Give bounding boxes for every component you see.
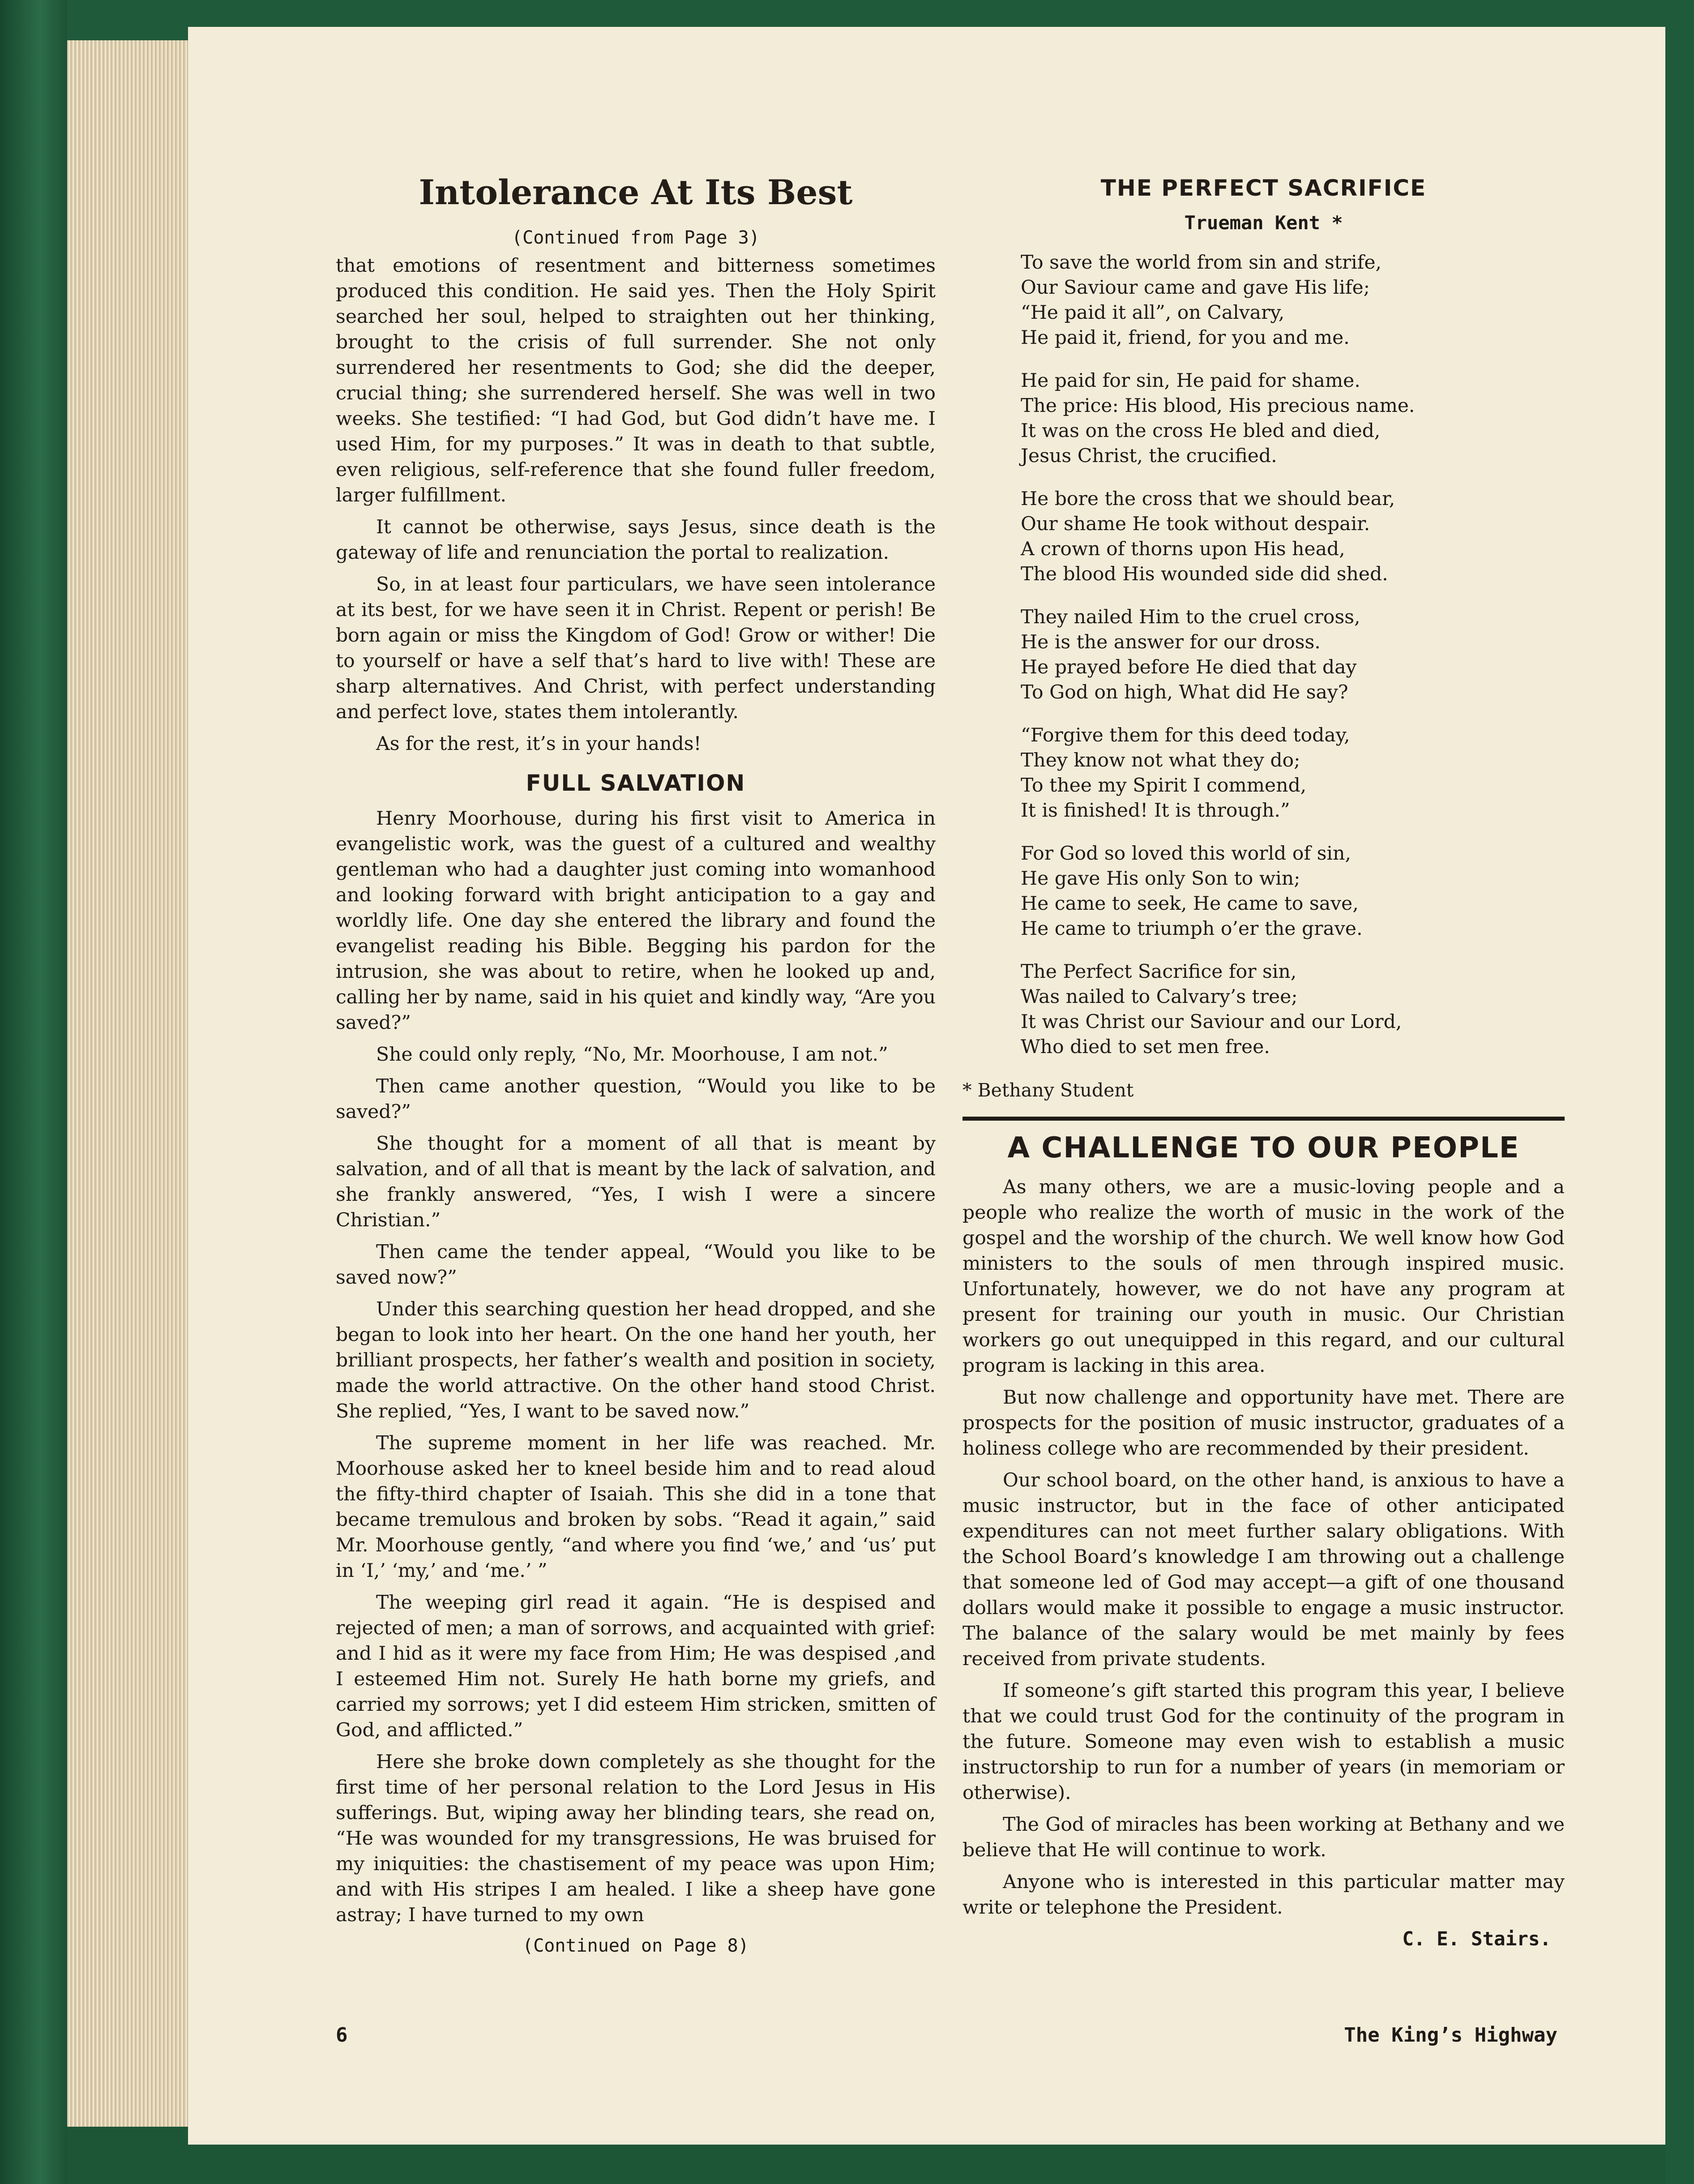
- poem-line: For God so loved this world of sin,: [1021, 843, 1351, 865]
- paragraph: The supreme moment in her life was reached. Mr. Moorhouse asked her to kneel beside him and to read aloud the fifty-third chapter of Isaiah. This she did in a tone that became tremulous and broken by sobs. “Read it again,” said Mr. Moorhouse gently, “and where you find ‘we,’ and ‘us’ put in ‘I,’ ‘my,’ and ‘me.’ ”: [336, 1432, 936, 1582]
- paragraph: It cannot be otherwise, says Jesus, since death is the gateway of life and renunciation the portal to realization.: [336, 516, 936, 564]
- stanza: [1021, 959, 1565, 1060]
- poem-line: A crown of thorns upon His head,: [1021, 538, 1345, 560]
- poem-line: They know not what they do;: [1021, 749, 1300, 771]
- left-column: [336, 172, 936, 1961]
- section-title: FULL SALVATION: [526, 770, 746, 796]
- stanza: [1021, 605, 1565, 705]
- paragraph: As for the rest, it’s in your hands!: [376, 733, 702, 755]
- poem-line: Who died to set men free.: [1021, 1036, 1270, 1058]
- poem-line: “He paid it all”, on Calvary,: [1021, 302, 1285, 324]
- stanza: [1021, 368, 1565, 469]
- poem-line: Was nailed to Calvary’s tree;: [1021, 986, 1298, 1008]
- poem-line: He paid for sin, He paid for shame.: [1021, 370, 1360, 392]
- poem-line: It was on the cross He bled and died,: [1021, 420, 1381, 442]
- poem-author: Trueman Kent *: [1184, 212, 1343, 234]
- paragraph: But now challenge and opportunity have met. There are prospects for the position of music instructor, graduates of a holiness college who are recommended by their president.: [962, 1387, 1565, 1460]
- poem: [962, 250, 1565, 1060]
- page-edges: [67, 40, 188, 2127]
- poem-line: It was Christ our Saviour and our Lord,: [1021, 1011, 1402, 1033]
- poem-line: Our shame He took without despair.: [1021, 513, 1370, 535]
- paragraph: The God of miracles has been working at Bethany and we believe that He will continue to work.: [962, 1814, 1565, 1861]
- paragraph: Here she broke down completely as she thought for the first time of her personal relation to the Lord Jesus in His sufferings. But, wiping away her blinding tears, she read on, “He was wounded for my transgressions, He was bruised for my iniquities: the chastisement of my peace was upon Him; and with His stripes I am healed. I like a sheep have gone astray; I have turned to my own: [336, 1751, 936, 1926]
- stanza: [1021, 250, 1565, 351]
- poem-line: The Perfect Sacrifice for sin,: [1021, 961, 1297, 983]
- paragraph: Under this searching question her head dropped, and she began to look into her heart. On the one hand her youth, her brilliant prospects, her father’s wealth and position in society, made the world attractive. On the other hand stood Christ. She replied, “Yes, I want to be saved now.”: [336, 1298, 936, 1422]
- challenge-title: A CHALLENGE TO OUR PEOPLE: [1007, 1131, 1520, 1165]
- poem-line: He is the answer for our dross.: [1021, 631, 1321, 653]
- poem-line: The price: His blood, His precious name.: [1021, 395, 1415, 417]
- book-binding: [0, 0, 67, 2184]
- poem-line: Jesus Christ, the crucified.: [1021, 445, 1277, 467]
- stanza: [1021, 841, 1565, 942]
- paragraph: She could only reply, “No, Mr. Moorhouse, I am not.”: [376, 1044, 888, 1066]
- paragraph: If someone’s gift started this program this year, I believe that we could trust God for the continuity of the program in the future. Someone may even wish to establish a music instructorship to run for a number of years (in memoriam or otherwise).: [962, 1680, 1565, 1804]
- paragraph: Then came another question, “Would you like to be saved?”: [336, 1075, 936, 1123]
- poem-line: Our Saviour came and gave His life;: [1021, 277, 1370, 299]
- journal-name: The King’s Highway: [1344, 2024, 1557, 2047]
- poem-line: They nailed Him to the cruel cross,: [1021, 606, 1360, 628]
- poem-line: “Forgive them for this deed today,: [1021, 724, 1350, 746]
- paragraph: The weeping girl read it again. “He is despised and rejected of men; a man of sorrows, and acquainted with grief: and I hid as it were my face from Him; He was despised ,and I esteemed Him not. Surely He hath borne my griefs, and carried my sorrows; yet I did esteem Him stricken, smitten of God, and afflicted.”: [336, 1592, 936, 1741]
- signature: C. E. Stairs.: [1402, 1928, 1551, 1950]
- paragraph: So, in at least four particulars, we have seen intolerance at its best, for we have seen it in Christ. Repent or perish! Be born again or miss the Kingdom of God! Grow or wither! Die to yourself or have a self that’s hard to live with! These are sharp alternatives. And Christ, with perfect understanding and perfect love, states them intolerantly.: [336, 574, 936, 723]
- paragraph: She thought for a moment of all that is meant by salvation, and of all that is meant by the lack of salvation, and she frankly answered, “Yes, I wish I were a sincere Christian.”: [336, 1133, 936, 1231]
- poem-line: He came to triumph o’er the grave.: [1021, 918, 1363, 940]
- paragraph: Henry Moorhouse, during his first visit to America in evangelistic work, was the guest of a cultured and wealthy gentleman who had a daughter just coming into womanhood and looking forward with bright anticipation to a gay and worldly life. One day she entered the library and found the evangelist reading his Bible. Begging his pardon for the intrusion, she was about to retire, when he looked up and, calling her by name, said in his quiet and kindly way, “Are you saved?”: [336, 808, 936, 1034]
- article-title: Intolerance At Its Best: [419, 172, 853, 212]
- paragraph: Anyone who is interested in this particular matter may write or telephone the President.: [962, 1871, 1565, 1918]
- poem-line: He paid it, friend, for you and me.: [1021, 327, 1350, 349]
- poem-line: To save the world from sin and strife,: [1021, 252, 1382, 274]
- poem-line: He prayed before He died that day: [1021, 656, 1357, 678]
- poem-line: He gave His only Son to win;: [1021, 868, 1300, 890]
- right-column: [962, 172, 1565, 1952]
- footnote: * Bethany Student: [962, 1079, 1134, 1101]
- poem-line: He bore the cross that we should bear,: [1021, 488, 1395, 510]
- page-number: 6: [336, 2024, 348, 2047]
- poem-line: He came to seek, He came to save,: [1021, 893, 1359, 915]
- divider: [962, 1117, 1565, 1121]
- paragraph: Then came the tender appeal, “Would you like to be saved now?”: [336, 1241, 936, 1289]
- paragraph: Our school board, on the other hand, is anxious to have a music instructor, but in the face of other anticipated expenditures can not meet further salary obligations. With the School Board’s knowledge I am throwing out a challenge that someone led of God may accept—a gift of one thousand dollars would make it possible to engage a music instructor. The balance of the salary would be met mainly by fees received from private students.: [962, 1469, 1565, 1670]
- poem-line: It is finished! It is through.”: [1021, 800, 1290, 822]
- paragraph: As many others, we are a music-loving people and a people who realize the worth of music in the work of the gospel and the worship of the church. We well know how God ministers to the souls of men through inspired music. Unfortunately, however, we do not have any program at present for training our youth in music. Our Christian workers go out unequipped in this regard, and our cultural program is lacking in this area.: [962, 1176, 1565, 1377]
- poem-line: To thee my Spirit I commend,: [1021, 775, 1307, 797]
- continued-on: (Continued on Page 8): [522, 1936, 749, 1956]
- poem-line: The blood His wounded side did shed.: [1021, 563, 1388, 585]
- poem-title: THE PERFECT SACRIFICE: [1100, 175, 1427, 201]
- stanza: [1021, 487, 1565, 587]
- stanza: [1021, 723, 1565, 823]
- continued-from: (Continued from Page 3): [512, 227, 760, 248]
- paragraph: that emotions of resentment and bitterness sometimes produced this condition. He said yes. Then the Holy Spirit searched her soul, helped to straighten out her thinking, brought to the crisis of full surrender. She not only surrendered her resentments to God; she did the deeper, crucial thing; she surrendered herself. She was well in two weeks. She testified: “I had God, but God didn’t have me. I used Him, for my purposes.” It was in death to that subtle, even religious, self-reference that she found fuller freedom, larger fulfillment.: [336, 255, 936, 506]
- poem-line: To God on high, What did He say?: [1021, 681, 1348, 703]
